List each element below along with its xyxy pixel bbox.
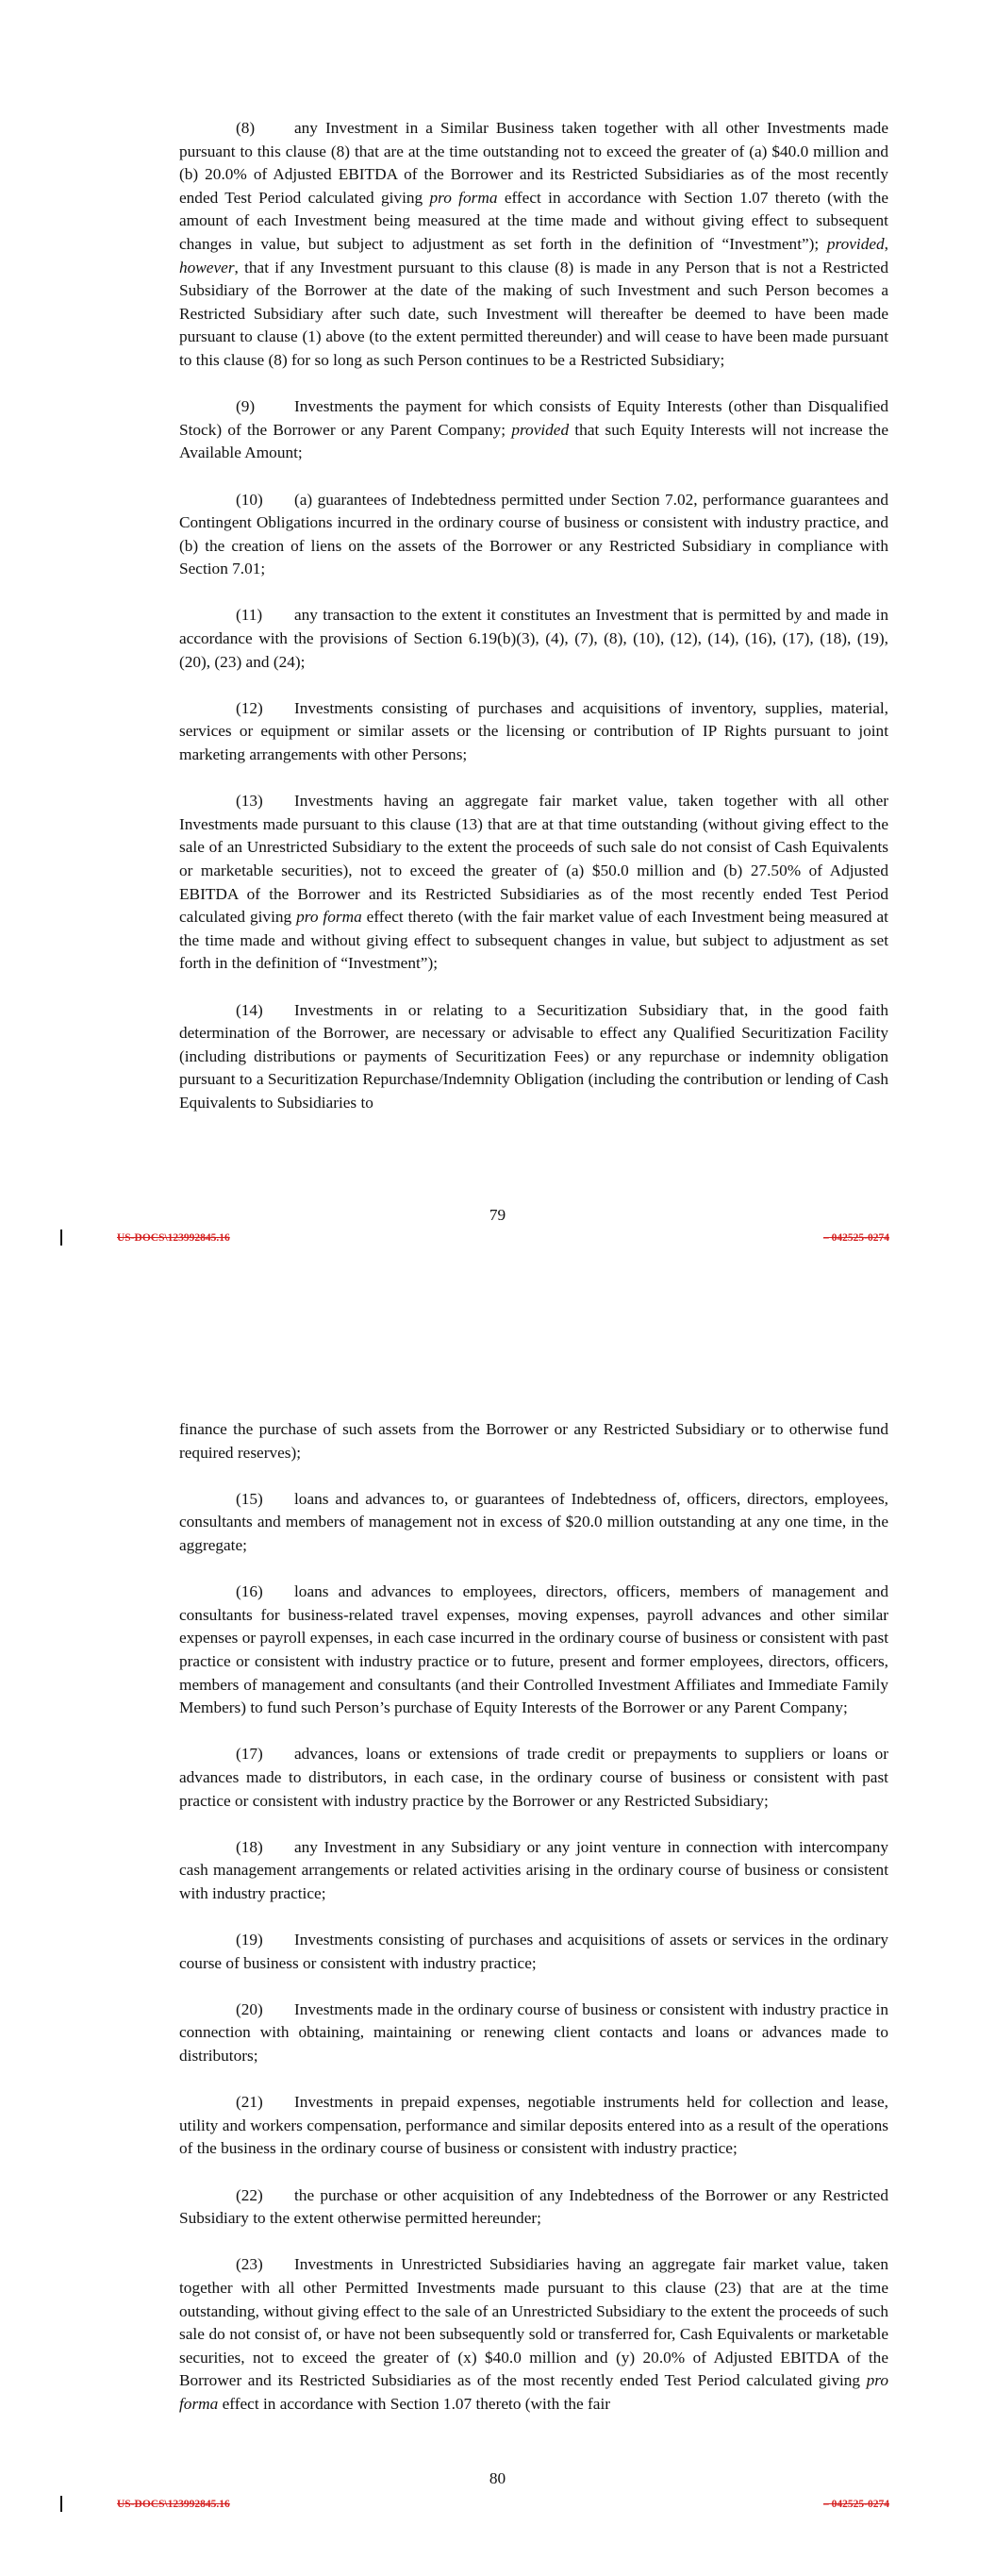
- clause-italic: provided: [826, 234, 885, 253]
- footer-matter-id: – 042525-0274: [823, 1232, 889, 1244]
- page-80: [0, 1279, 995, 2576]
- clause-number: (14): [236, 1000, 263, 1019]
- clause-text: any Investment in any Subsidiary or any joint venture in connection with intercompany cash management arrangements or related activities arising in the ordinary course of business or consistent with industry practice;: [179, 1837, 888, 1902]
- revision-bar: [60, 2496, 62, 2512]
- clause-text: Investments consisting of purchases and acquisitions of assets or services in the ordinary course of business or consistent with industry practice;: [179, 1931, 888, 1972]
- clause-number: (22): [236, 2185, 263, 2204]
- clause-number: (12): [236, 698, 263, 717]
- clause-17: [179, 1743, 888, 1813]
- clause-text: any Investment in a Similar Business taken together with all other Investments made pursuant to this clause (8) that are at the time outstanding not to exceed the greater of (a) $40.0 million and (b) 20.0% of Adjusted EBITDA of the Borrower and its Restricted Subsidiaries as of the most recently ended Test Period calculated giving: [179, 119, 888, 207]
- page-number: 80: [489, 2469, 506, 2487]
- clause-text: loans and advances to, or guarantees of Indebtedness of, officers, directors, employees, consultants and members of management not in excess of $20.0 million outstanding at any one time, in the aggregate;: [179, 1489, 888, 1554]
- page-80-body: [179, 1418, 888, 2439]
- clause-9: [179, 395, 888, 465]
- clause-text: (a) guarantees of Indebtedness permitted under Section 7.02, performance guarantees and Contingent Obligations incurred in the ordinary course of business or consistent with industry practice, and (b) the creation of liens on the assets of the Borrower or any Restricted Subsidiary in compliance with Section 7.01;: [179, 490, 888, 578]
- clause-11: [179, 604, 888, 674]
- clause-14: [179, 999, 888, 1115]
- clause-text: , that if any Investment pursuant to this clause (8) is made in any Person that is not a Restricted Subsidiary of the Borrower at the date of the making of such Investment and such Person becomes a Restricted Subsidiary after such date, such Investment will thereafter be deemed to have been made pursuant to clause (1) above (to the extent permitted thereunder) and will cease to have been made pursuant to this clause (8) for so long as such Person continues to be a Restricted Subsidiary;: [179, 258, 888, 369]
- clause-number: (10): [236, 490, 263, 509]
- clause-12: [179, 697, 888, 767]
- clause-italic: pro forma: [429, 188, 498, 207]
- clause-number: (17): [236, 1745, 263, 1764]
- page-79: [0, 0, 995, 1279]
- clause-italic: provided: [511, 420, 570, 439]
- clause-text: the purchase or other acquisition of any Indebtedness of the Borrower or any Restricted Subsidiary to the extent otherwise permitted hereunder;: [179, 2185, 888, 2228]
- clause-text: effect in accordance with Section 1.07 thereto (with the fair: [218, 2394, 611, 2413]
- clause-number: (9): [236, 397, 256, 416]
- clause-19: [179, 1929, 888, 1975]
- clause-italic: pro forma: [296, 908, 362, 927]
- clause-18: [179, 1836, 888, 1906]
- clause-number: (15): [236, 1489, 263, 1508]
- clause-text: ,: [884, 234, 888, 253]
- clause-text: Investments in Unrestricted Subsidiaries having an aggregate fair market value, taken together with all other Permitted Investments made pursuant to this clause (23) that are at the time outstanding, without giving effect to the sale of an Unrestricted Subsidiary to the extent the proceeds of such sale do not consist of, or have not been subsequently sold or transferred for, Cash Equivalents or marketable securities, not to exceed the greater of (x) $40.0 million and (y) 20.0% of Adjusted EBITDA of the Borrower and its Restricted Subsidiaries as of the most recently ended Test Period calculated giving: [179, 2255, 888, 2390]
- clause-text: effect thereto (with the fair market value of each Investment being measured at the time made and without giving effect to subsequent changes in value, but subject to adjustment as set forth in the definition of “Investment”);: [179, 908, 888, 973]
- clause-italic: however: [179, 258, 235, 276]
- clause-20: [179, 1999, 888, 2068]
- clause-text: Investments in or relating to a Securitization Subsidiary that, in the good faith determination of the Borrower, are necessary or advisable to effect any Qualified Securitization Facility (including distributions or payments of Securitization Fees) or any repurchase or indemnity obligation pursuant to a Securitization Repurchase/Indemnity Obligation (including the contribution or lending of Cash Equivalents to Subsidiaries to: [179, 1000, 888, 1112]
- clause-text: Investments consisting of purchases and acquisitions of inventory, supplies, material, services or equipment or similar assets or the licensing or contribution of IP Rights pursuant to joint marketing arrangements with other Persons;: [179, 698, 888, 764]
- clause-number: (16): [236, 1582, 263, 1601]
- footer-matter-id: – 042525-0274: [823, 2499, 889, 2510]
- clause-21: [179, 2091, 888, 2161]
- clause-number: (23): [236, 2255, 263, 2274]
- clause-22: [179, 2184, 888, 2231]
- page-79-body: [179, 117, 888, 1138]
- clause-number: (18): [236, 1837, 263, 1856]
- clause-13: [179, 790, 888, 976]
- clause-text: any transaction to the extent it constitutes an Investment that is permitted by and made in accordance with the provisions of Section 6.19(b)(3), (4), (7), (8), (10), (12), (14), (16), (17), (18), (19), (20), (23) and (24);: [179, 606, 888, 671]
- clause-text: effect in accordance with Section 1.07 thereto (with the amount of each Investment being measured at the time made and without giving effect to subsequent changes in value, but subject to adjustment as set forth in the definition of “Investment”);: [179, 188, 888, 253]
- footer-doc-id: US-DOCS\123992845.16: [117, 2499, 230, 2510]
- clause-text: loans and advances to employees, directors, officers, members of management and consultants for business-related travel expenses, moving expenses, payroll advances and other similar expenses or payroll expenses, in each case incurred in the ordinary course of business or consistent with past practice or consistent with industry practice or to future, present and former employees, directors, officers, members of management and consultants (and their Controlled Investment Affiliates and Immediate Family Members) to fund such Person’s purchase of Equity Interests of the Borrower or any Parent Company;: [179, 1582, 888, 1717]
- clause-10: [179, 489, 888, 581]
- clause-number: (21): [236, 2093, 263, 2112]
- clause-text: Investments made in the ordinary course of business or consistent with industry practice in connection with obtaining, maintaining or renewing client contacts and loans or advances made to distributors;: [179, 1999, 888, 2066]
- page-number: 79: [489, 1206, 506, 1224]
- clause-14-continuation: finance the purchase of such assets from the Borrower or any Restricted Subsidiary or to otherwise fund required reserves);: [179, 1420, 888, 1462]
- clause-text: Investments having an aggregate fair market value, taken together with all other Investments made pursuant to this clause (13) that are at that time outstanding (without giving effect to the sale of an Unrestricted Subsidiary to the extent the proceeds of such sale do not consist of Cash Equivalents or marketable securities), not to exceed the greater of (a) $50.0 million and (b) 27.50% of Adjusted EBITDA of the Borrower and its Restricted Subsidiaries as of the most recently ended Test Period calculated giving: [179, 792, 888, 927]
- clause-16: [179, 1581, 888, 1720]
- clause-number: (8): [236, 119, 256, 137]
- clause-number: (20): [236, 1999, 263, 2018]
- clause-text: Investments in prepaid expenses, negotiable instruments held for collection and lease, utility and workers compensation, performance and similar deposits entered into as a result of the operations of the business in the ordinary course of business or consistent with industry practice;: [179, 2093, 888, 2158]
- clause-number: (19): [236, 1931, 263, 1949]
- clause-text: that such Equity Interests will not increase the Available Amount;: [179, 420, 888, 462]
- clause-text: Investments the payment for which consists of Equity Interests (other than Disqualified Stock) of the Borrower or any Parent Company;: [179, 397, 888, 439]
- clause-number: (11): [236, 606, 263, 625]
- clause-8: [179, 117, 888, 373]
- clause-23: [179, 2253, 888, 2416]
- clause-italic: pro forma: [179, 2371, 888, 2413]
- revision-bar: [60, 1229, 62, 1246]
- clause-15: [179, 1488, 888, 1558]
- clause-number: (13): [236, 792, 263, 811]
- footer-doc-id: US-DOCS\123992845.16: [117, 1232, 230, 1244]
- clause-text: advances, loans or extensions of trade credit or prepayments to suppliers or loans or advances made to distributors, in each case, in the ordinary course of business or consistent with past practice or consistent with industry practice by the Borrower or any Restricted Subsidiary;: [179, 1745, 888, 1810]
